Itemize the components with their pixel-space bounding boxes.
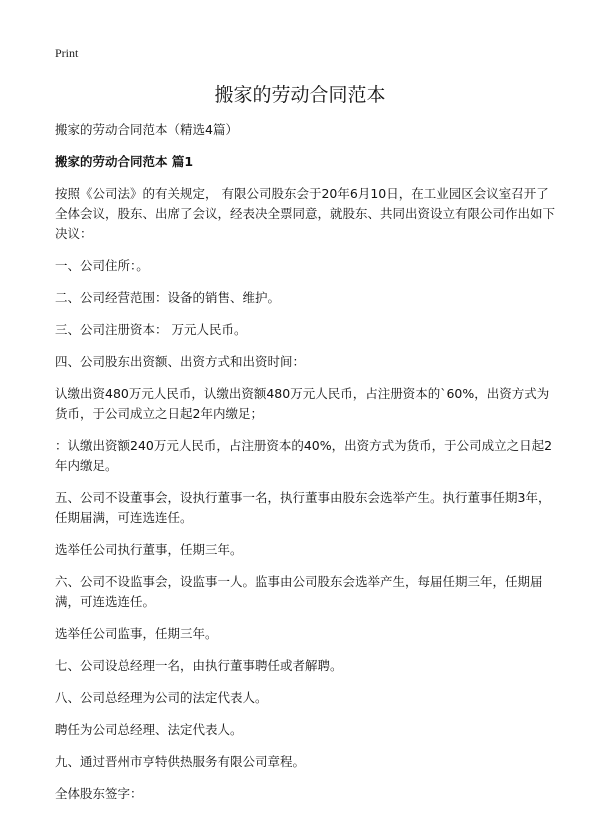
paragraph-signatures: 全体股东签字： <box>55 786 143 801</box>
paragraph-supervisor-elected: 选举任公司监事，任期三年。 <box>55 626 218 641</box>
paragraph-contributions-heading: 四、公司股东出资额、出资方式和出资时间： <box>55 354 306 369</box>
paragraph-general-manager: 七、公司设总经理一名，由执行董事聘任或者解聘。 <box>55 658 343 673</box>
paragraph-contribution-2: ：认缴出资额240万元人民币，占注册资本的40%，出资方式为货币，于公司成立之日起2年内缴足。 <box>55 438 553 473</box>
paragraph-business-scope: 二、公司经营范围：设备的销售、维护。 <box>55 290 281 305</box>
paragraph-appointment: 聘任为公司总经理、法定代表人。 <box>55 722 243 737</box>
paragraph-supervisor: 六、公司不设监事会，设监事一人。监事由公司股东会选举产生，每届任期三年，任期届满，可连选连任。 <box>55 574 543 609</box>
paragraph-executive-director: 五、公司不设董事会，设执行董事一名，执行董事由股东会选举产生。执行董事任期3年，任期届满，可连选连任。 <box>55 490 551 525</box>
document-body <box>55 120 555 816</box>
page-title: 搬家的劳动合同范本 <box>214 84 386 106</box>
paragraph-intro: 按照《公司法》的有关规定， 有限公司股东会于20年6月10日，在工业园区会议室召开了全体会议，股东、出席了会议，经表决全票同意，就股东、共同出资设立有限公司作出如下决议： <box>55 186 556 241</box>
paragraph-director-elected: 选举任公司执行董事，任期三年。 <box>55 542 243 557</box>
paragraph-contribution-1: 认缴出资480万元人民币，认缴出资额480万元人民币，占注册资本的`60%，出资方式为货币，于公司成立之日起2年内缴足； <box>55 386 550 421</box>
section-heading: 搬家的劳动合同范本 篇1 <box>55 154 194 169</box>
document-subtitle: 搬家的劳动合同范本（精选4篇） <box>55 122 238 137</box>
paragraph-articles: 九、通过晋州市亨特供热服务有限公司章程。 <box>55 754 306 769</box>
paragraph-address: 一、公司住所：。 <box>55 258 149 273</box>
print-label: Print <box>55 46 79 60</box>
paragraph-registered-capital: 三、公司注册资本： 万元人民币。 <box>55 322 247 337</box>
paragraph-legal-representative: 八、公司总经理为公司的法定代表人。 <box>55 690 268 705</box>
